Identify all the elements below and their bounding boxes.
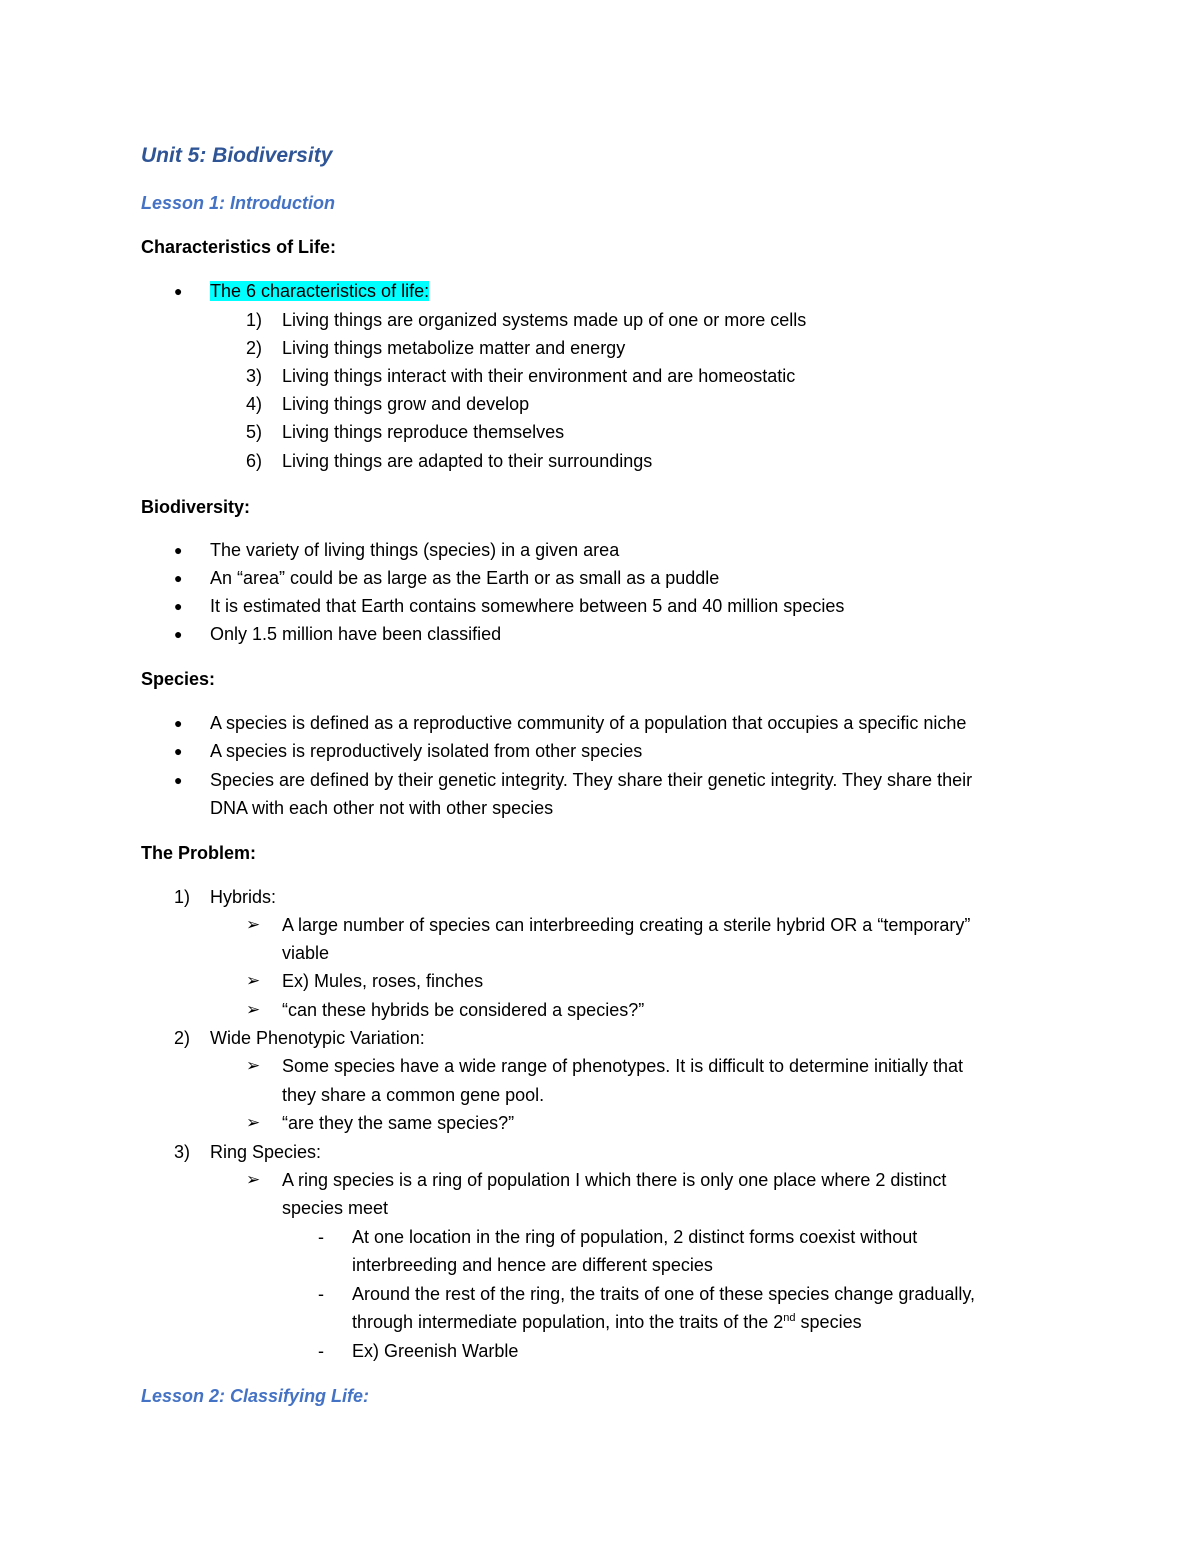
list-item-continued: viable	[282, 943, 330, 963]
list-item: The variety of living things (species) in a given area	[210, 540, 620, 560]
list-item: Only 1.5 million have been classified	[210, 624, 502, 644]
arrow-bullet-icon: ➢	[246, 971, 261, 990]
list-item: At one location in the ring of population, 2 distinct forms coexist without	[352, 1227, 918, 1247]
characteristics-heading: Characteristics of Life:	[141, 237, 337, 257]
highlighted-text: The 6 characteristics of life:	[210, 281, 430, 301]
list-item: Some species have a wide range of phenotypes. It is difficult to determine initially that	[282, 1056, 964, 1076]
problem-item-label: Ring Species:	[210, 1142, 322, 1162]
species-heading: Species:	[141, 669, 216, 689]
list-number: 6)	[246, 451, 263, 471]
problem-item-label: Hybrids:	[210, 887, 277, 907]
unit-title: Unit 5: Biodiversity	[141, 144, 333, 167]
list-number: 5)	[246, 422, 263, 442]
list-number: 2)	[246, 338, 263, 358]
problem-heading: The Problem:	[141, 843, 257, 863]
list-number: 3)	[174, 1142, 191, 1162]
list-item: “can these hybrids be considered a species?”	[282, 1000, 645, 1020]
list-item: Ex) Greenish Warble	[352, 1341, 519, 1361]
list-number: 2)	[174, 1028, 191, 1048]
list-item: Living things reproduce themselves	[282, 422, 565, 442]
arrow-bullet-icon: ➢	[246, 1170, 261, 1189]
list-item: Living things interact with their environment and are homeostatic	[282, 366, 796, 386]
list-item: An “area” could be as large as the Earth or as small as a puddle	[210, 568, 720, 588]
bullet-icon: ●	[174, 598, 183, 614]
lesson-2-heading: Lesson 2: Classifying Life:	[141, 1386, 370, 1406]
list-number: 1)	[246, 310, 263, 330]
list-number: 1)	[174, 887, 191, 907]
arrow-bullet-icon: ➢	[246, 915, 261, 934]
biodiversity-heading: Biodiversity:	[141, 497, 251, 517]
dash-bullet-icon: -	[318, 1227, 324, 1247]
text-segment: through intermediate population, into the traits of the 2	[352, 1312, 784, 1332]
list-item-continued: DNA with each other not with other species	[210, 798, 554, 818]
list-number: 4)	[246, 394, 263, 414]
list-item-continued	[352, 1311, 862, 1333]
list-item: “are they the same species?”	[282, 1113, 515, 1133]
bullet-icon: ●	[174, 626, 183, 642]
bullet-icon: ●	[174, 772, 183, 788]
arrow-bullet-icon: ➢	[246, 1056, 261, 1075]
bullet-icon: ●	[174, 743, 183, 759]
list-item: Living things metabolize matter and energy	[282, 338, 626, 358]
bullet-icon: ●	[174, 283, 183, 299]
list-item: A species is reproductively isolated from other species	[210, 741, 643, 761]
list-item: Living things grow and develop	[282, 394, 530, 414]
bullet-icon: ●	[174, 542, 183, 558]
bullet-icon: ●	[174, 715, 183, 731]
list-item-continued: they share a common gene pool.	[282, 1085, 545, 1105]
list-item: Species are defined by their genetic integrity. They share their genetic integrity. They share their	[210, 770, 973, 790]
list-item: A species is defined as a reproductive community of a population that occupies a specific niche	[210, 713, 967, 733]
list-number: 3)	[246, 366, 263, 386]
list-item: It is estimated that Earth contains somewhere between 5 and 40 million species	[210, 596, 845, 616]
list-item: Around the rest of the ring, the traits of one of these species change gradually,	[352, 1284, 976, 1304]
list-item: A large number of species can interbreeding creating a sterile hybrid OR a “temporary”	[282, 915, 971, 935]
dash-bullet-icon: -	[318, 1284, 324, 1304]
list-item: Living things are organized systems made up of one or more cells	[282, 310, 807, 330]
bullet-icon: ●	[174, 570, 183, 586]
lesson-1-heading: Lesson 1: Introduction	[141, 193, 336, 213]
list-item: Living things are adapted to their surroundings	[282, 451, 653, 471]
characteristics-bullet	[210, 280, 429, 302]
dash-bullet-icon: -	[318, 1341, 324, 1361]
superscript: nd	[783, 1312, 796, 1324]
list-item-continued: interbreeding and hence are different species	[352, 1255, 713, 1275]
text-segment: species	[800, 1312, 862, 1332]
arrow-bullet-icon: ➢	[246, 1113, 261, 1132]
list-item: Ex) Mules, roses, finches	[282, 971, 484, 991]
list-item: A ring species is a ring of population I which there is only one place where 2 distinct	[282, 1170, 947, 1190]
list-item-continued: species meet	[282, 1198, 389, 1218]
arrow-bullet-icon: ➢	[246, 1000, 261, 1019]
problem-item-label: Wide Phenotypic Variation:	[210, 1028, 425, 1048]
